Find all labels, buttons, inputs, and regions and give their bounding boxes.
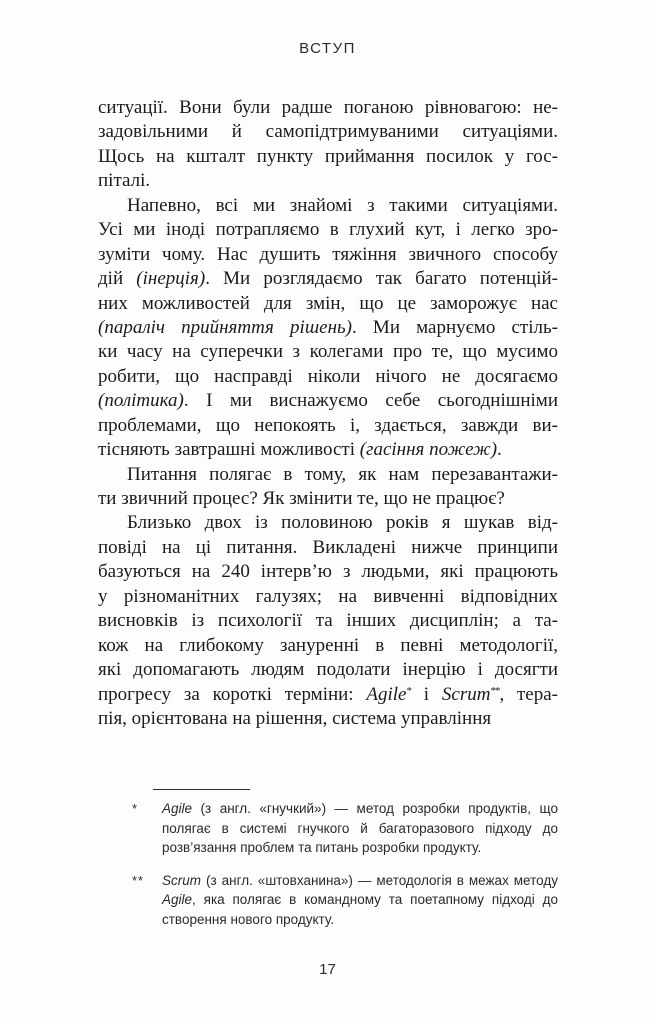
text-segment: (з англ. «гнучкий») — метод розробки продуктів, що xyxy=(192,801,558,816)
footnote-line xyxy=(162,890,558,910)
text-segment: . Ми розглядаємо так багато потенцій- xyxy=(205,268,558,290)
text-line xyxy=(98,536,558,560)
text-segment: тісняють завтрашні можливості xyxy=(98,439,360,461)
text-line xyxy=(98,292,558,316)
text-line xyxy=(98,267,558,291)
text-segment: Напевно, всі ми знайомі з такими ситуаціями. xyxy=(127,194,558,216)
text-segment: пія, орієнтована на рішення, система управління xyxy=(98,707,492,729)
italic-text: Agile xyxy=(366,683,407,705)
text-segment: Щось на кшталт пункту приймання посилок у гос- xyxy=(98,145,558,167)
italic-text: (інерція) xyxy=(136,268,206,290)
text-line xyxy=(98,438,558,462)
paragraph xyxy=(98,194,558,463)
footnote-reference: ** xyxy=(490,684,500,697)
italic-text: Agile xyxy=(162,801,193,816)
text-segment: дій xyxy=(98,268,137,290)
text-segment: них можливостей для змін, що це заморожує нас xyxy=(98,292,558,314)
text-segment: і xyxy=(411,683,442,705)
footnote-list xyxy=(132,799,558,929)
text-segment: . xyxy=(497,439,502,461)
text-line xyxy=(98,414,558,438)
text-line xyxy=(98,365,558,389)
italic-text: (параліч прийняття рішень) xyxy=(98,316,353,338)
text-segment: зуміти чому. Нас душить тяжіння звичного способу xyxy=(98,243,558,265)
text-segment: Близько двох із половиною років я шукав від- xyxy=(127,512,558,534)
text-segment: проблемами, що непокоять і, здається, завжди ви- xyxy=(98,414,558,436)
text-segment: у різноманітних галузях; на вивченні відповідних xyxy=(98,585,558,607)
footnote-text xyxy=(162,871,558,930)
text-segment: , яка полягає в командному та поетапному підході до xyxy=(192,892,558,907)
text-segment: , тера- xyxy=(499,683,559,705)
italic-text: (політика) xyxy=(98,390,184,412)
text-line xyxy=(98,169,558,193)
italic-text: (гасіння пожеж) xyxy=(359,439,498,461)
page-number: 17 xyxy=(319,961,336,978)
text-line xyxy=(98,683,558,707)
text-line xyxy=(98,585,558,609)
text-line xyxy=(98,194,558,218)
text-line xyxy=(98,511,558,535)
text-segment: задовільними й самопідтримуваними ситуаціями. xyxy=(98,121,558,143)
text-line xyxy=(98,96,558,120)
text-line xyxy=(98,487,558,511)
text-segment: (з англ. «штовханина») — методологія в межах методу xyxy=(201,872,558,888)
footnotes xyxy=(132,789,558,942)
footnote-marker: ** xyxy=(132,872,145,888)
chapter-header: ВСТУП xyxy=(299,40,356,57)
text-line xyxy=(98,218,558,242)
text-line xyxy=(98,707,558,731)
text-segment: полягає в системі гнучкого й багаторазового підходу до xyxy=(162,820,558,836)
footnote-reference: * xyxy=(406,684,411,697)
text-segment: кож на глибокому зануренні в певні методології, xyxy=(98,634,558,656)
footnote-marker: * xyxy=(132,801,139,816)
text-segment: розв’язання проблем та питань розробки продукту. xyxy=(162,840,482,855)
text-line xyxy=(98,634,558,658)
text-segment: . Ми марнуємо стіль- xyxy=(352,316,558,338)
footnote-line xyxy=(162,871,558,891)
text-segment: створення нового продукту. xyxy=(162,911,335,927)
italic-text: Scrum xyxy=(162,872,202,888)
text-segment: піталі. xyxy=(98,170,151,192)
body-text xyxy=(98,96,558,731)
footnote-line xyxy=(162,838,558,858)
italic-text: Scrum xyxy=(441,683,491,705)
text-segment: Питання полягає в тому, як нам перезавантажи- xyxy=(127,463,558,485)
text-segment: базуються на 240 інтерв’ю з людьми, які працюють xyxy=(98,561,558,583)
text-segment: ки часу на суперечки з колегами про те, що мусимо xyxy=(98,341,558,363)
text-line xyxy=(98,243,558,267)
text-line xyxy=(98,463,558,487)
text-segment: Усі ми іноді потрапляємо в глухий кут, і легко зро- xyxy=(98,219,558,241)
paragraph xyxy=(98,463,558,512)
text-line xyxy=(98,609,558,633)
text-line xyxy=(98,145,558,169)
footnote-line xyxy=(162,910,558,930)
text-line xyxy=(98,389,558,413)
footnote-separator xyxy=(153,789,250,790)
footnote-line xyxy=(162,799,558,819)
italic-text: Agile xyxy=(162,892,193,907)
footnote-text xyxy=(162,799,558,858)
text-segment: висновків із психології та інших дисциплін; а та- xyxy=(98,610,558,632)
text-segment: прогресу за короткі терміни: xyxy=(98,683,367,705)
text-line xyxy=(98,658,558,682)
text-line xyxy=(98,340,558,364)
text-line xyxy=(98,560,558,584)
text-segment: повіді на ці питання. Викладені нижче принципи xyxy=(98,536,558,558)
footnote xyxy=(132,799,558,858)
footnote-line xyxy=(162,819,558,839)
footnote xyxy=(132,871,558,930)
text-segment: . І ми виснажуємо себе сьогоднішніми xyxy=(183,390,558,412)
text-segment: робити, що насправді ніколи нічого не досягаємо xyxy=(98,365,558,387)
paragraph xyxy=(98,511,558,731)
paragraph xyxy=(98,96,558,194)
text-segment: ситуації. Вони були радше поганою рівновагою: не- xyxy=(98,97,558,118)
text-segment: ти звичний процес? Як змінити те, що не працює? xyxy=(98,488,505,509)
text-line xyxy=(98,316,558,340)
text-segment: які допомагають людям подолати інерцію і досягти xyxy=(98,659,558,681)
text-line xyxy=(98,120,558,144)
